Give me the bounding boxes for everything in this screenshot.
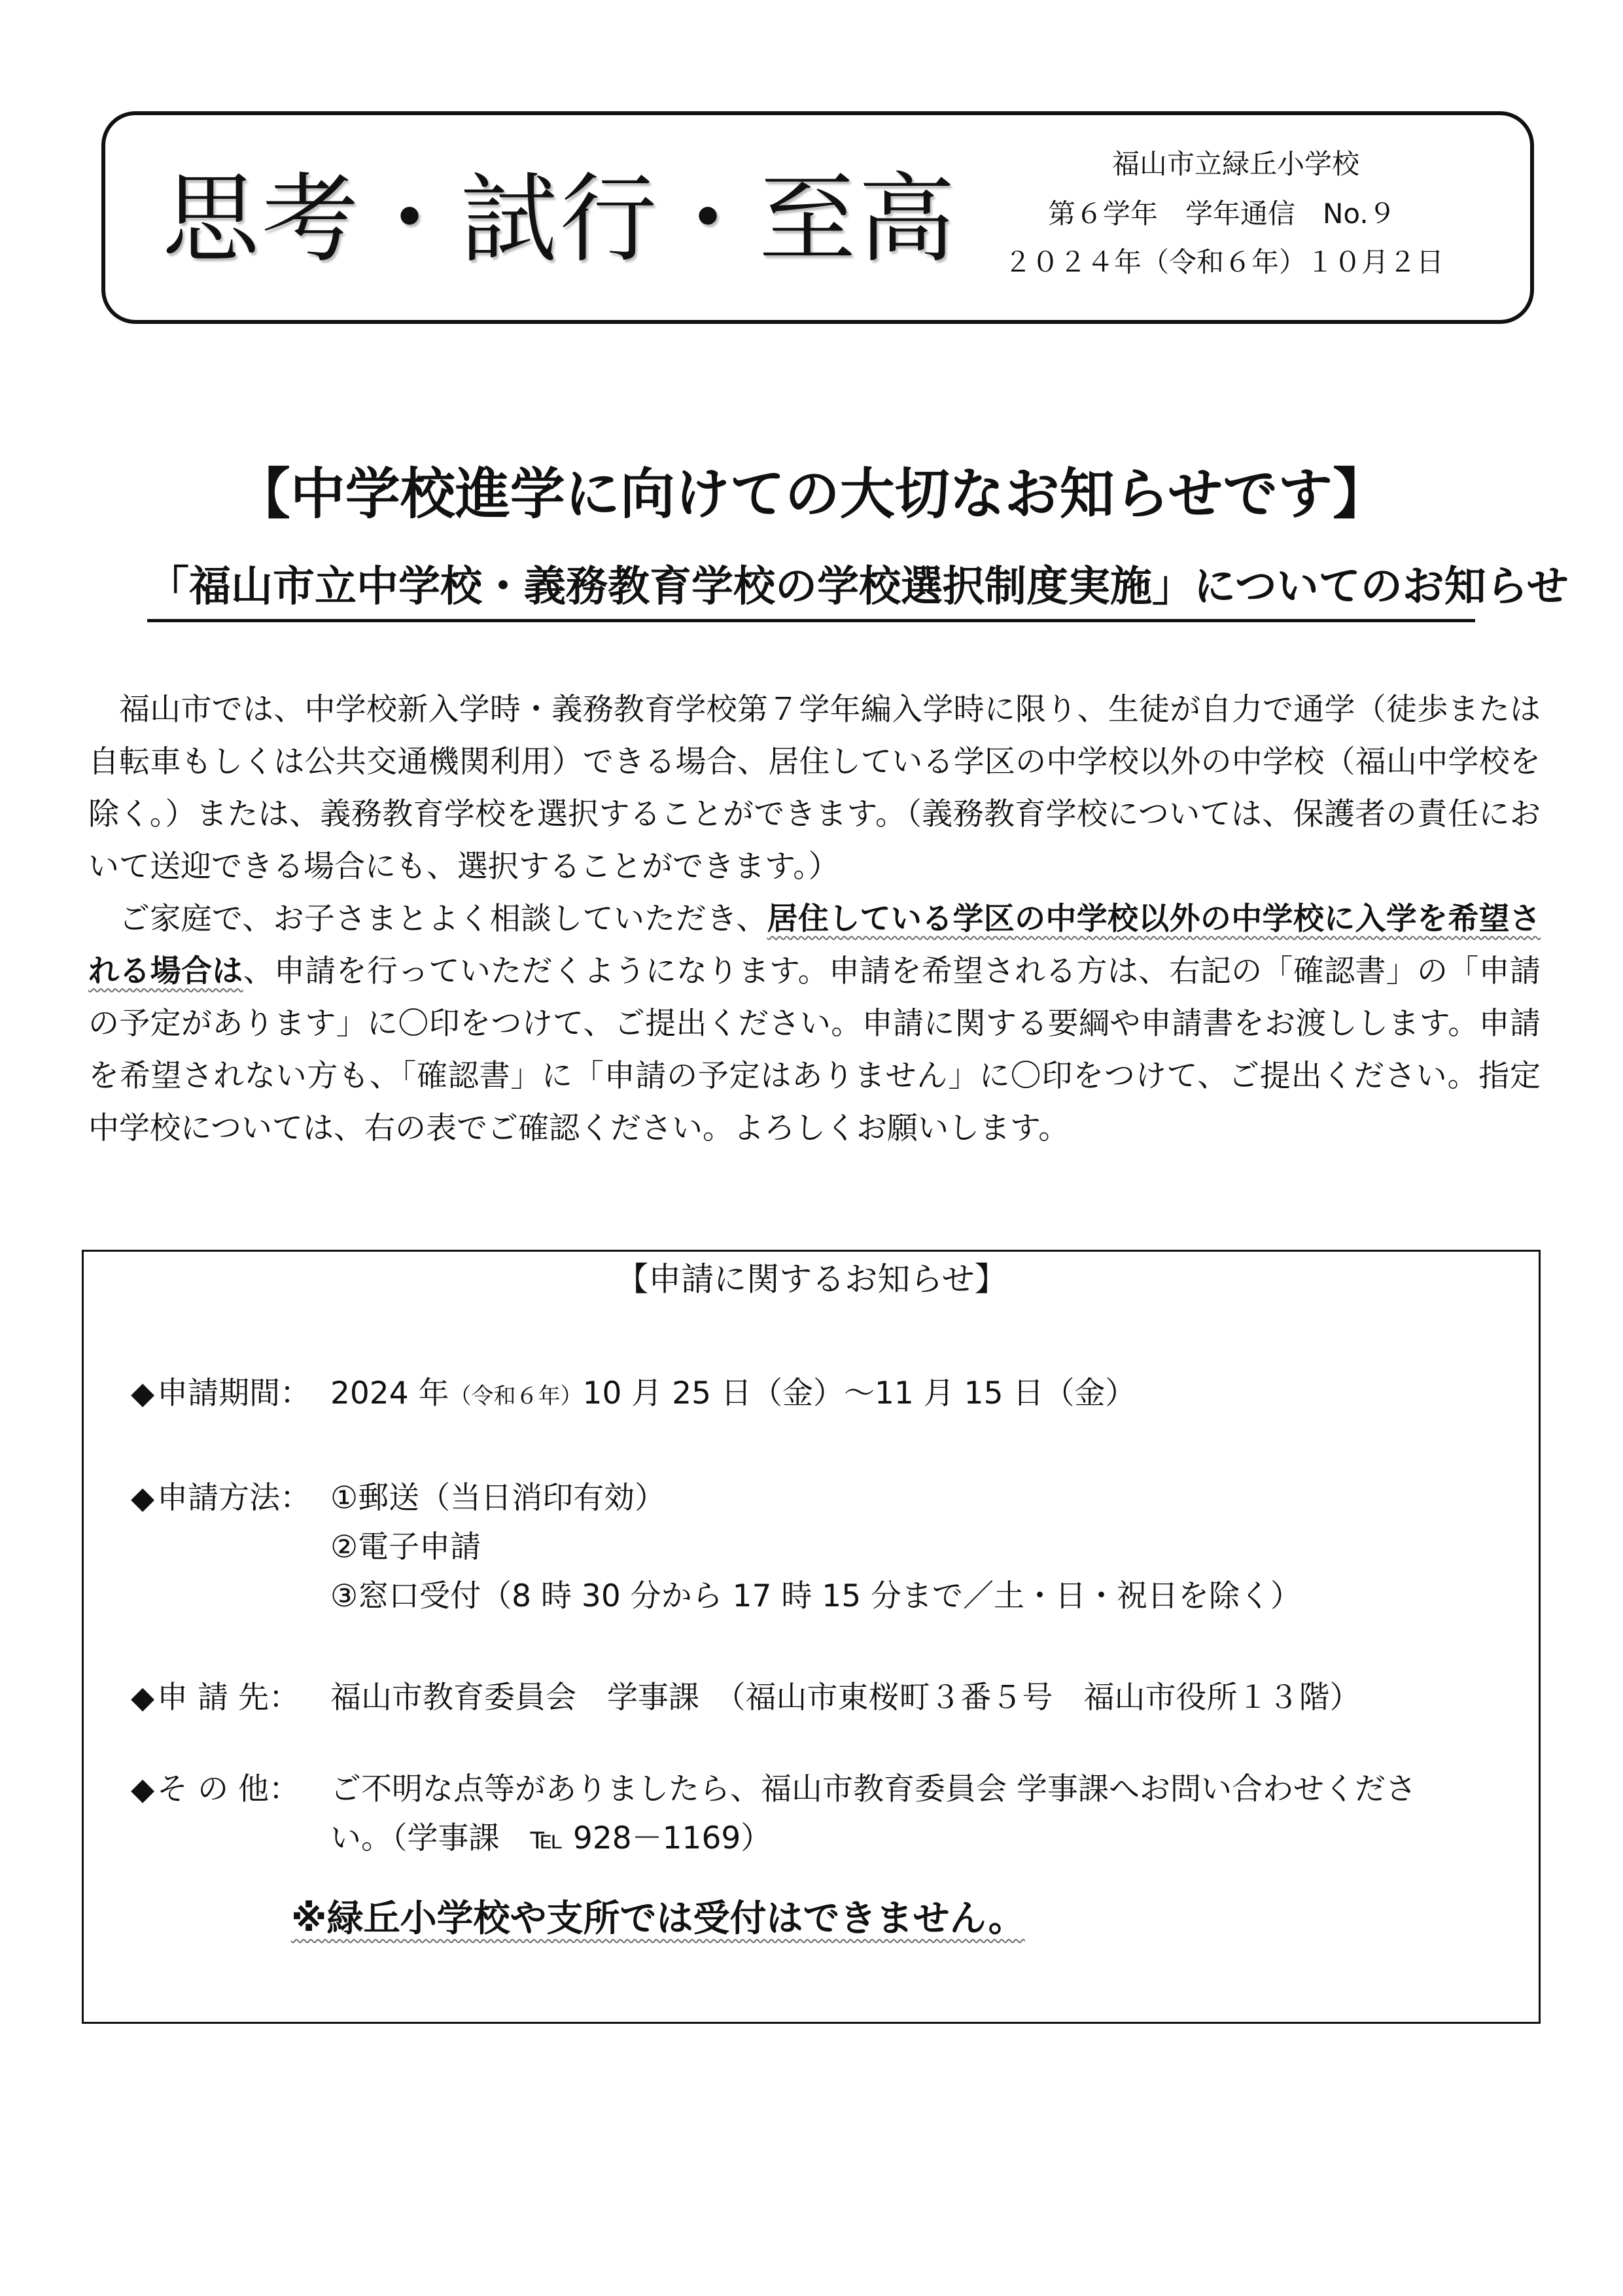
- method-option-counter: ③窓口受付（8 時 30 分から 17 時 15 分まで／土・日・祝日を除く）: [330, 1578, 1302, 1614]
- application-method-row: [131, 1475, 665, 1521]
- diamond-bullet-icon: ◆: [131, 1375, 155, 1411]
- notice-title: 【申請に関するお知らせ】: [616, 1260, 1007, 1298]
- application-destination-label: [131, 1675, 330, 1721]
- other-info-row: [131, 1767, 1416, 1812]
- other-info-line-1: ご不明な点等がありましたら、福山市教育委員会 学事課へお問い合わせくださ: [330, 1771, 1416, 1807]
- issue-date: ２０２４年（令和６年）１０月２日: [1004, 246, 1444, 278]
- page-subheadline: 「福山市立中学校・義務教育学校の学校選択制度実施」についてのお知らせ: [147, 557, 1475, 622]
- destination-value: 福山市教育委員会 学事課 （福山市東桜町３番５号 福山市役所１３階）: [330, 1680, 1361, 1716]
- application-period-label: [131, 1371, 330, 1417]
- method-option-online: ②電子申請: [330, 1529, 481, 1565]
- diamond-bullet-icon: ◆: [131, 1480, 155, 1516]
- dest-label-text: 申 請 先：: [157, 1680, 300, 1716]
- body-paragraph-2: [88, 893, 1541, 1155]
- highlighted-condition: 居住している学区の中学校以外の中学校に入学を希望される場合は: [88, 901, 1541, 989]
- diamond-bullet-icon: ◆: [131, 1680, 155, 1716]
- newsletter-masthead: 思考・試行・至高: [162, 163, 958, 275]
- period-era-year: （令和６年）: [449, 1383, 583, 1409]
- school-name: 福山市立緑丘小学校: [1112, 148, 1360, 180]
- method-label-text: 申請方法：: [157, 1480, 311, 1516]
- body-paragraph-2-start: ご家庭で、お子さまとよく相談していただき、: [119, 901, 767, 937]
- method-option-mail: ①郵送（当日消印有効）: [330, 1480, 666, 1516]
- period-label-text: 申請期間：: [157, 1375, 311, 1411]
- other-label-text: そ の 他：: [157, 1771, 300, 1807]
- other-info-line-2: い。（学事課 ℡ 928－1169）: [330, 1820, 772, 1856]
- diamond-bullet-icon: ◆: [131, 1771, 155, 1807]
- body-text: [88, 684, 1541, 1155]
- period-year: 2024 年: [330, 1375, 449, 1411]
- page-headline: 【中学校進学に向けての大切なお知らせです】: [235, 462, 1388, 526]
- body-paragraph-2-end: 、申請を行っていただくようになります。申請を希望される方は、右記の「確認書」の「申請の予定があります」に〇印をつけて、ご提出ください。申請に関する要綱や申請書をお渡しします。申請を希望されない方も、「確認書」に「申請の予定はありません」に〇印をつけて、ご提出ください。指定中学校については、右の表でご確認ください。よろしくお願いします。: [88, 953, 1541, 1146]
- application-period-row: [131, 1371, 1136, 1419]
- period-dates: 10 月 25 日（金）～11 月 15 日（金）: [582, 1375, 1136, 1411]
- issue-number: 第６学年 学年通信 No.９: [1048, 198, 1396, 230]
- application-destination-row: [131, 1675, 1361, 1721]
- body-paragraph-1: 福山市では、中学校新入学時・義務教育学校第７学年編入学時に限り、生徒が自力で通学（徒歩または自転車もしくは公共交通機関利用）できる場合、居住している学区の中学校以外の中学校（福山中学校を除く。）または、義務教育学校を選択することができます。（義務教育学校については、保護者の責任において送迎できる場合にも、選択することができます。）: [88, 692, 1541, 885]
- application-method-label: [131, 1475, 330, 1521]
- warning-note: ※緑丘小学校や支所では受付はできません。: [291, 1898, 1025, 1940]
- other-info-label: [131, 1767, 330, 1812]
